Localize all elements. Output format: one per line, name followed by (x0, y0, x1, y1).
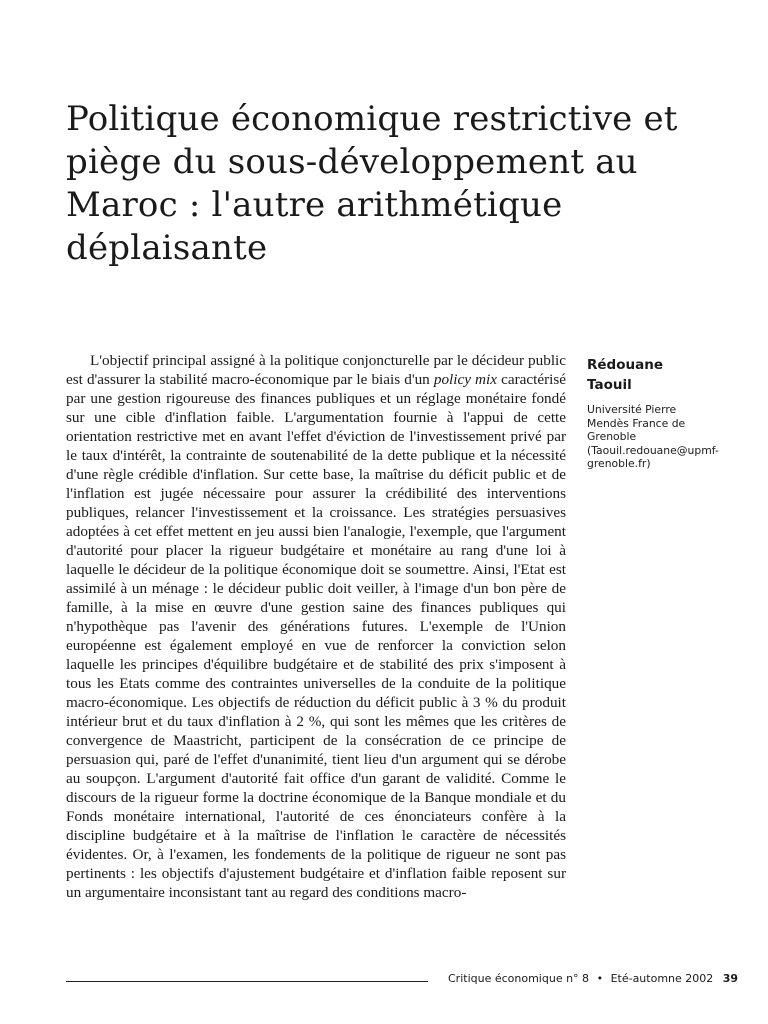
author-block (587, 355, 737, 471)
author-email: (Taouil.redouane@upmf- (587, 443, 719, 457)
body-text-part-2: caractérisé par une gestion rigoureuse des finances publiques et un réglage monétaire fondé sur une cible d'inflation faible. L'argumentation fournie à l'appui de cette orientation restrictive met en avant l'effet d'éviction de l'investissement privé par le taux d'intérêt, la contrainte de soutenabilité de la dette publique et la nécessité d'une règle crédible d'inflation. Sur cette base, la maîtrise du déficit public et de l'inflation est jugée nécessaire pour assurer la crédibilité des interventions publiques, relancer l'investissement et la croissance. Les stratégies persuasives adoptées à cet effet mettent en jeu aussi bien l'analogie, l'exemple, que l'argument d'autorité pour placer la rigueur budgétaire et monétaire au rang d'une loi à laquelle le décideur de la politique économique doit se soumettre. Ainsi, l'Etat est assimilé à un ménage : le décideur public doit veiller, à l'image d'un bon père de famille, à la mise en œuvre d'une gestion saine des finances publiques qui n'hypothèque pas l'avenir des générations futures. L'exemple de l'Union européenne est également employé en vue de renforcer la conviction selon laquelle les principes d'équilibre budgétaire et de stabilité des prix s'imposent à tous les Etats comme des contraintes universelles de la conduite de la politique macro-économique. Les objectifs de réduction du déficit public à 3 % du produit intérieur brut et du taux d'inflation à 2 %, qui sont les mêmes que les critères de convergence de Maastricht, participent de la consécration de ce principe de persuasion qui, paré de l'effet d'unanimité, tient lieu d'un argument qui se dérobe au soupçon. L'argument d'autorité fait office d'un garant de validité. Comme le discours de la rigueur forme la doctrine économique de la Banque mondiale et du Fonds monétaire international, l'autorité de ces énonciateurs confère à la discipline budgétaire et à la maîtrise de l'inflation le caractère de nécessités évidentes. Or, à l'examen, les fondements de la politique de rigueur ne sont pas pertinents : les objectifs d'ajustement budgétaire et d'inflation faible reposent sur un argumentaire inconsistant tant au regard des conditions macro- (66, 371, 566, 901)
author-name (587, 355, 737, 395)
footer-rule (66, 981, 428, 982)
affiliation-line: Grenoble (587, 430, 637, 443)
footer-separator: • (596, 972, 604, 985)
author-first-name: Rédouane (587, 357, 663, 373)
journal-name: Critique économique n° 8 (448, 972, 590, 985)
body-text-part-1: L'objectif principal assigné à la politique conjoncturelle par le décideur public est d'assurer la stabilité macro-économique par le biais d'un (66, 352, 566, 388)
affiliation-line: Université Pierre (587, 403, 677, 416)
issue-label: Eté-automne 2002 (610, 972, 714, 985)
author-affiliation (587, 403, 737, 471)
author-last-name: Taouil (587, 377, 632, 393)
author-email-continued: grenoble.fr) (587, 457, 651, 470)
affiliation-line: Mendès France de (587, 416, 686, 430)
article-title: Politique économique restrictive et piège du sous-développement au Maroc : l'autre arithmétique déplaisante (66, 99, 678, 268)
article-body (66, 351, 566, 902)
page-number: 39 (722, 972, 739, 985)
body-italic-term: policy mix (433, 371, 497, 388)
page-footer (448, 972, 738, 986)
